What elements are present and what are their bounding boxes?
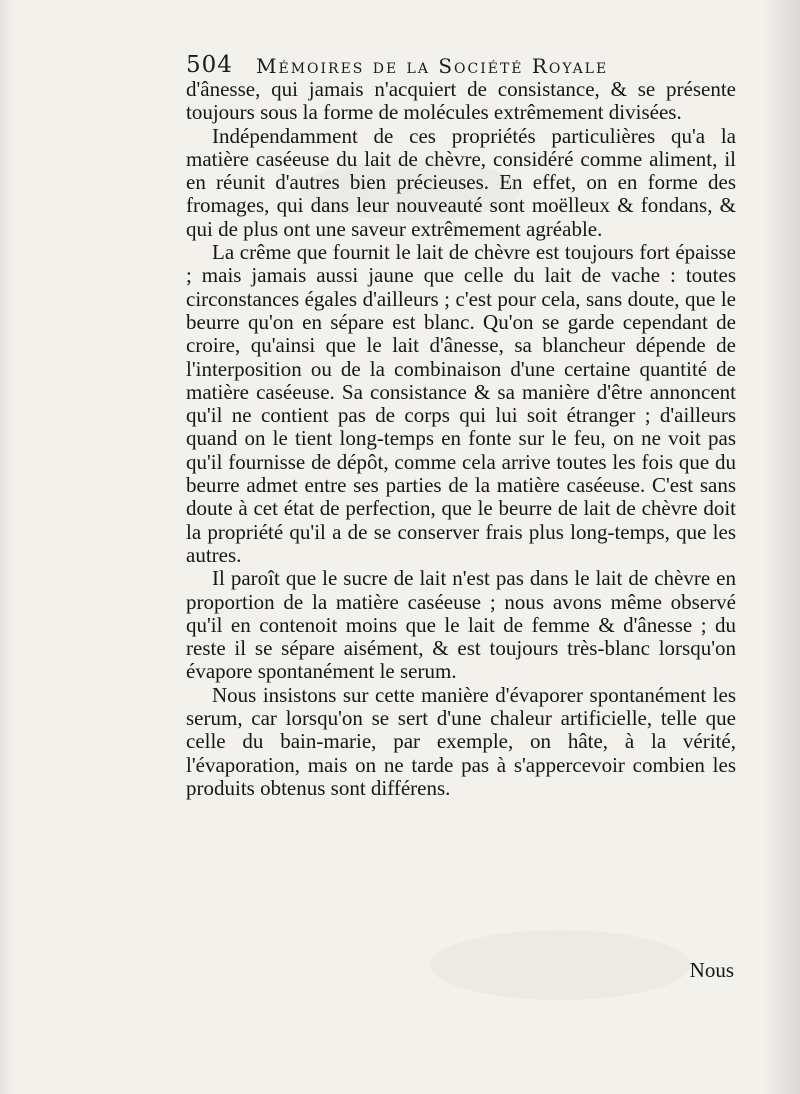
paragraph: Nous insistons sur cette manière d'évaporer spontanément les serum, car lorsqu'on se sert d'une chaleur artificielle, telle que celle du bain-marie, par exemple, on hâte, à la vérité, l'évaporation, mais on ne tarde pas à s'appercevoir combien les produits obtenus sont différens. — [186, 682, 736, 800]
body-text — [186, 78, 736, 800]
page-header — [186, 50, 738, 80]
paragraph: Il paroît que le sucre de lait n'est pas dans le lait de chèvre en proportion de la matière caséeuse ; nous avons même observé qu'il en contenoit moins que le lait de femme & d'ânesse ; du reste il se sépare aisément, & est toujours très-blanc lorsqu'on évapore spontanément le serum. — [186, 566, 736, 684]
catchword: Nous — [689, 958, 734, 982]
page-left-shadow — [0, 0, 14, 1094]
paper-stain — [430, 930, 690, 1000]
paragraph: Indépendamment de ces propriétés particulières qu'a la matière caséeuse du lait de chèvre, considéré comme aliment, il en réunit d'autres bien précieuses. En effet, on en forme des fromages, qui dans leur nouveauté sont moëlleux & fondans, & qui de plus ont une saveur extrêmement agréable. — [186, 123, 736, 241]
paragraph-continued: d'ânesse, qui jamais n'acquiert de consistance, & se présente toujours sous la forme de molécules extrêmement divisées. — [186, 77, 736, 125]
page-gutter-shadow — [762, 0, 800, 1094]
running-title: Mémoires de la Société Royale — [256, 54, 609, 78]
paragraph: La crême que fournit le lait de chèvre est toujours fort épaisse ; mais jamais aussi jaune que celle du lait de vache : toutes circonstances égales d'ailleurs ; c'est pour cela, sans doute, que le beurre qu'on en sépare est blanc. Qu'on se garde cependant de croire, qu'ainsi que le lait d'ânesse, sa blancheur dépende de l'interposition ou de la combinaison d'une certaine quantité de matière caséeuse. Sa consistance & sa manière d'être annoncent qu'il ne contient pas de corps qui lui soit étranger ; d'ailleurs quand on le tient long-temps en fonte sur le feu, on ne voit pas qu'il fournisse de dépôt, comme cela arrive toutes les fois que du beurre admet entre ses parties de la matière caséeuse. C'est sans doute à cet état de perfection, que le beurre de lait de chèvre doit la propriété qu'il a de se conserver frais plus long-temps, que les autres. — [186, 240, 736, 567]
page-number: 504 — [186, 52, 233, 78]
